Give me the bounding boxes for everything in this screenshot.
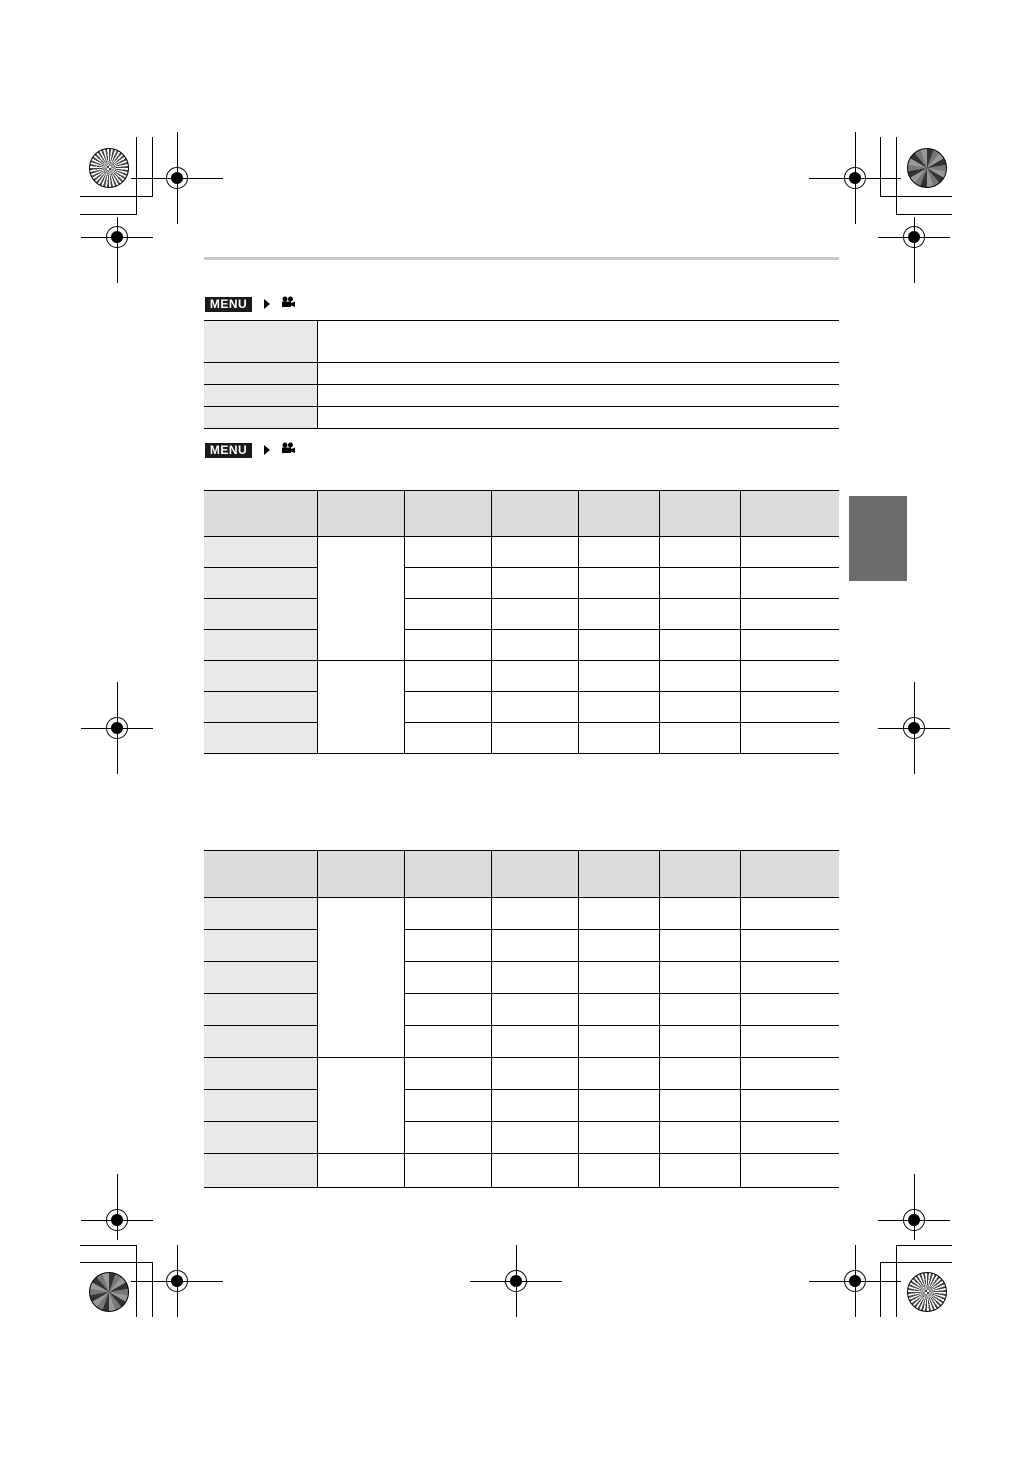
table-row	[204, 692, 839, 723]
header-rule	[204, 257, 839, 260]
table1-row-label	[204, 321, 317, 363]
table-header-cell	[491, 491, 578, 537]
color-wheel-bottom-right	[907, 1272, 947, 1312]
table-header-cell	[204, 851, 317, 898]
table-row	[204, 962, 839, 994]
menu-badge: MENU	[205, 443, 252, 458]
table1-row-desc	[317, 321, 839, 363]
table-header-cell	[659, 491, 740, 537]
table1-row-desc	[317, 363, 839, 385]
table1-row-desc	[317, 385, 839, 407]
table-row	[204, 930, 839, 962]
settings-table-1	[204, 320, 839, 429]
table1-row-label	[204, 363, 317, 385]
table1-row-label	[204, 407, 317, 429]
movie-camera-icon	[281, 296, 295, 308]
table-row	[204, 1122, 839, 1154]
table-row	[204, 994, 839, 1026]
chapter-tab	[849, 496, 907, 581]
table-row	[204, 599, 839, 630]
table-header-cell	[740, 851, 839, 898]
settings-table-3	[204, 850, 839, 1188]
table-header-cell	[491, 851, 578, 898]
table-row	[204, 898, 839, 930]
table-header-cell	[317, 851, 404, 898]
table-row	[204, 661, 839, 692]
arrow-icon	[264, 445, 270, 455]
color-wheel-top-right	[907, 148, 947, 188]
arrow-icon	[264, 299, 270, 309]
table-row	[204, 723, 839, 754]
table-row	[204, 630, 839, 661]
table-row	[204, 1058, 839, 1090]
table-row	[204, 1026, 839, 1058]
table-header-cell	[404, 491, 491, 537]
menu-badge: MENU	[205, 297, 252, 312]
table-header-cell	[404, 851, 491, 898]
table-header-cell	[578, 851, 659, 898]
table-row	[204, 1154, 839, 1188]
table-header-cell	[317, 491, 404, 537]
table-header-cell	[659, 851, 740, 898]
table-row	[204, 568, 839, 599]
color-wheel-bottom-left	[89, 1272, 129, 1312]
table-header-cell	[578, 491, 659, 537]
table-header-cell	[740, 491, 839, 537]
table1-row-label	[204, 385, 317, 407]
table-header-cell	[204, 491, 317, 537]
table1-row-desc	[317, 407, 839, 429]
settings-table-2	[204, 490, 839, 754]
movie-camera-icon	[281, 442, 295, 454]
table-row	[204, 537, 839, 568]
color-wheel-top-left	[89, 148, 129, 188]
table-row	[204, 1090, 839, 1122]
